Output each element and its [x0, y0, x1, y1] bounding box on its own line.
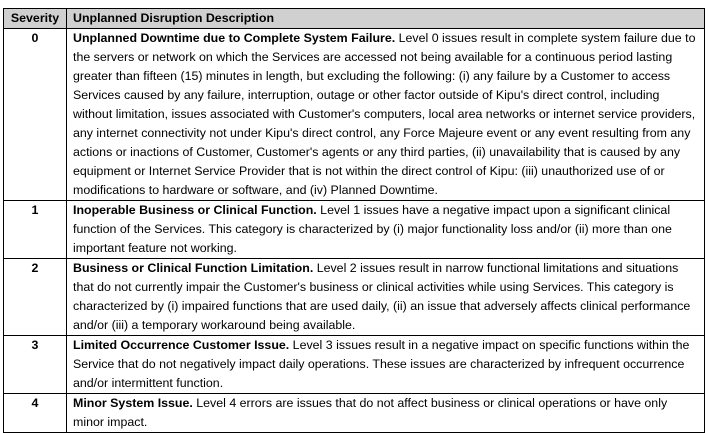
table-row — [4, 336, 705, 394]
description-text: Level 0 issues result in complete system failure due to the servers or network on which the Services are accessed not being available for a continuous period lasting greater than fifteen (15) minutes in length, but excluding the following: (i) any failure by a Customer to access Services caused by any failure, interruption, outage or other factor outside of Kipu's direct control, including without limitation, issues associated with Customer's computers, local area networks or internet service providers, any internet connectivity not under Kipu's direct control, any Force Majeure event or any event resulting from any actions or inactions of Customer, Customer's agents or any third parties, (ii) unavailability that is caused by any equipment or Internet Service Provider that is not within the direct control of Kipu: (iii) unauthorized use of or modifications to hardware or software, and (iv) Planned Downtime. — [73, 31, 696, 197]
severity-level: 2 — [4, 259, 67, 336]
description-text: Level 2 issues result in narrow functional limitations and situations that do not currently impair the Customer's business or clinical activities while using Services. This category is characterized by (i) impaired functions that are used daily, (ii) an issue that adversely affects clinical performance and/or (iii) a temporary workaround being available. — [73, 261, 691, 332]
description-title: Limited Occurrence Customer Issue. — [73, 338, 290, 352]
description-cell — [67, 336, 705, 394]
description-cell — [67, 394, 705, 433]
severity-level: 4 — [4, 394, 67, 433]
table-row — [4, 29, 705, 201]
table-row — [4, 201, 705, 259]
description-title: Unplanned Downtime due to Complete System Failure. — [73, 31, 396, 45]
table-header-row — [4, 9, 705, 29]
severity-level: 1 — [4, 201, 67, 259]
table-row — [4, 394, 705, 433]
severity-column-header: Severity — [4, 9, 67, 29]
description-title: Business or Clinical Function Limitation. — [73, 261, 314, 275]
description-text: Level 1 issues have a negative impact upon a significant clinical function of the Services. This category is characterized by (i) major functionality loss and/or (ii) more than one important feature not working. — [73, 203, 672, 255]
description-text: Level 3 issues result in a negative impact on specific functions within the Service that do not negatively impact daily operations. These issues are characterized by infrequent occurrence and/or intermittent function. — [73, 338, 690, 390]
description-text: Level 4 errors are issues that do not affect business or clinical operations or have only minor impact. — [73, 396, 668, 429]
document-table-wrapper — [3, 8, 705, 433]
description-column-header: Unplanned Disruption Description — [67, 9, 705, 29]
severity-level: 0 — [4, 29, 67, 201]
description-cell — [67, 29, 705, 201]
description-title: Minor System Issue. — [73, 396, 193, 410]
severity-level: 3 — [4, 336, 67, 394]
description-cell — [67, 201, 705, 259]
description-title: Inoperable Business or Clinical Function. — [73, 203, 317, 217]
severity-table — [3, 8, 705, 433]
description-cell — [67, 259, 705, 336]
table-row — [4, 259, 705, 336]
